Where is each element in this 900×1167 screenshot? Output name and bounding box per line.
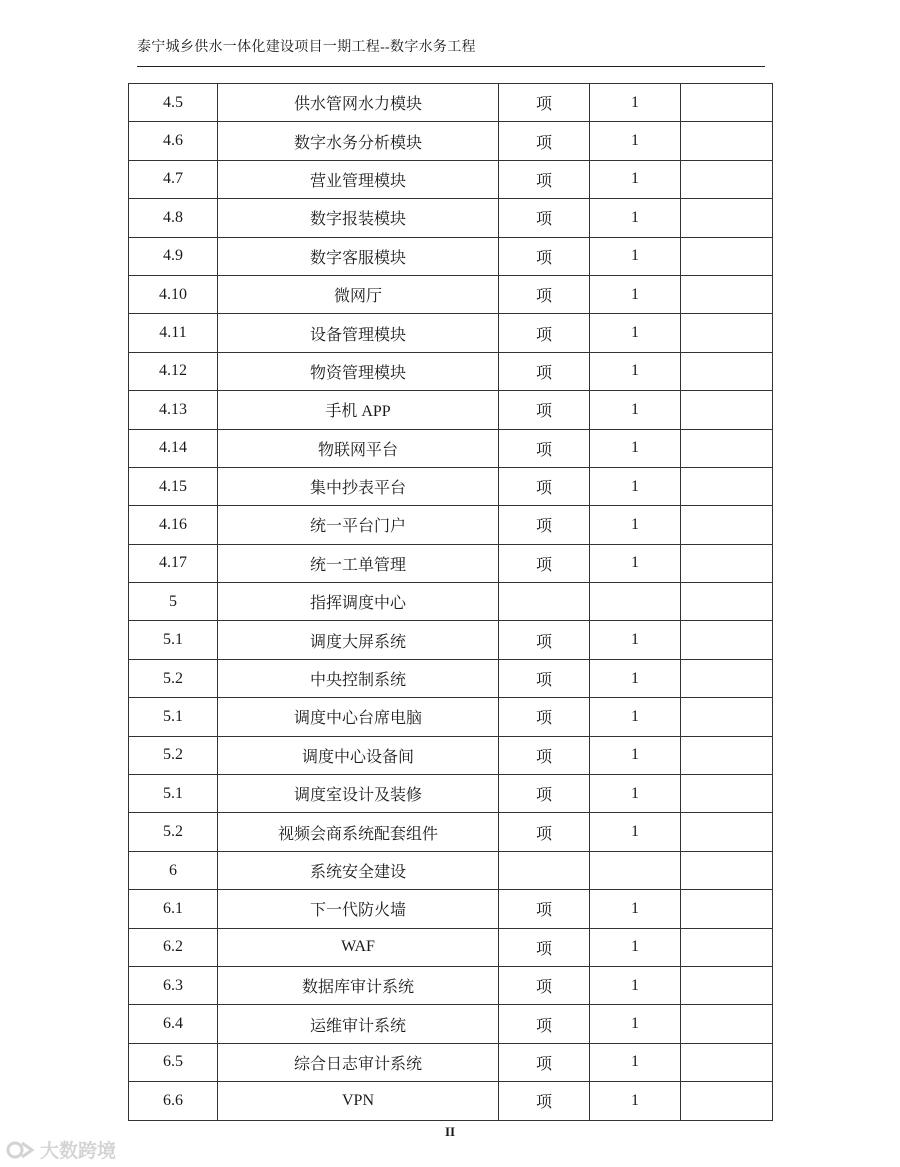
quantity-cell: 1: [590, 659, 681, 697]
item-number-cell: 4.13: [129, 391, 218, 429]
quantity-cell: 1: [590, 1005, 681, 1043]
item-number-cell: 4.16: [129, 506, 218, 544]
item-name-cell: 视频会商系统配套组件: [218, 813, 499, 851]
unit-cell: 项: [499, 659, 590, 697]
unit-cell: 项: [499, 467, 590, 505]
quantity-cell: 1: [590, 775, 681, 813]
table-row: [129, 775, 773, 813]
header-divider: [137, 66, 765, 67]
remark-cell: [681, 1043, 773, 1081]
remark-cell: [681, 506, 773, 544]
item-number-cell: 5.1: [129, 775, 218, 813]
quantity-cell: 1: [590, 621, 681, 659]
item-number-cell: 4.11: [129, 314, 218, 352]
table-row: [129, 544, 773, 582]
item-number-cell: 4.5: [129, 84, 218, 122]
remark-cell: [681, 352, 773, 390]
item-number-cell: 4.10: [129, 275, 218, 313]
item-name-cell: 物联网平台: [218, 429, 499, 467]
unit-cell: 项: [499, 544, 590, 582]
quantity-cell: 1: [590, 506, 681, 544]
table-row: [129, 813, 773, 851]
remark-cell: [681, 736, 773, 774]
remark-cell: [681, 583, 773, 621]
item-name-cell: 调度中心台席电脑: [218, 698, 499, 736]
remark-cell: [681, 122, 773, 160]
table-row: [129, 966, 773, 1004]
brand-logo-icon: [6, 1139, 36, 1161]
table-row: [129, 391, 773, 429]
quantity-cell: [590, 583, 681, 621]
table-row: [129, 851, 773, 889]
item-number-cell: 5.1: [129, 698, 218, 736]
remark-cell: [681, 621, 773, 659]
unit-cell: 项: [499, 429, 590, 467]
item-number-cell: 5.2: [129, 813, 218, 851]
quantity-cell: 1: [590, 122, 681, 160]
table-row: [129, 122, 773, 160]
item-number-cell: 5.2: [129, 659, 218, 697]
quantity-cell: 1: [590, 237, 681, 275]
unit-cell: 项: [499, 928, 590, 966]
item-number-cell: 4.6: [129, 122, 218, 160]
unit-cell: 项: [499, 237, 590, 275]
item-name-cell: 统一平台门户: [218, 506, 499, 544]
table-row: [129, 275, 773, 313]
page-number: II: [444, 1124, 456, 1139]
item-number-cell: 5.2: [129, 736, 218, 774]
item-number-cell: 4.17: [129, 544, 218, 582]
remark-cell: [681, 775, 773, 813]
unit-cell: 项: [499, 352, 590, 390]
remark-cell: [681, 813, 773, 851]
item-number-cell: 6.1: [129, 890, 218, 928]
quantity-cell: 1: [590, 966, 681, 1004]
table-row: [129, 84, 773, 122]
table-row: [129, 928, 773, 966]
quantity-cell: 1: [590, 928, 681, 966]
remark-cell: [681, 160, 773, 198]
quantity-cell: 1: [590, 314, 681, 352]
item-name-cell: 运维审计系统: [218, 1005, 499, 1043]
quantity-cell: 1: [590, 544, 681, 582]
table-row: [129, 237, 773, 275]
remark-cell: [681, 928, 773, 966]
item-number-cell: 6.4: [129, 1005, 218, 1043]
item-number-cell: 4.7: [129, 160, 218, 198]
unit-cell: 项: [499, 1043, 590, 1081]
unit-cell: 项: [499, 966, 590, 1004]
table-body: [129, 84, 773, 1121]
item-number-cell: 4.14: [129, 429, 218, 467]
item-number-cell: 6.3: [129, 966, 218, 1004]
table-row: [129, 160, 773, 198]
item-number-cell: 4.12: [129, 352, 218, 390]
item-number-cell: 6.6: [129, 1082, 218, 1120]
unit-cell: 项: [499, 775, 590, 813]
remark-cell: [681, 429, 773, 467]
item-name-cell: 物资管理模块: [218, 352, 499, 390]
item-name-cell: 数据库审计系统: [218, 966, 499, 1004]
remark-cell: [681, 698, 773, 736]
remark-cell: [681, 84, 773, 122]
unit-cell: 项: [499, 84, 590, 122]
remark-cell: [681, 237, 773, 275]
item-name-cell: 营业管理模块: [218, 160, 499, 198]
quantity-cell: 1: [590, 467, 681, 505]
item-number-cell: 4.8: [129, 199, 218, 237]
table-row: [129, 352, 773, 390]
unit-cell: 项: [499, 199, 590, 237]
item-name-cell: 微网厅: [218, 275, 499, 313]
quantity-cell: 1: [590, 275, 681, 313]
item-name-cell: 综合日志审计系统: [218, 1043, 499, 1081]
table-row: [129, 506, 773, 544]
quantity-cell: 1: [590, 160, 681, 198]
unit-cell: 项: [499, 506, 590, 544]
table-row: [129, 736, 773, 774]
equipment-list-table: [128, 83, 773, 1121]
item-number-cell: 6: [129, 851, 218, 889]
quantity-cell: 1: [590, 199, 681, 237]
item-name-cell: 调度室设计及装修: [218, 775, 499, 813]
unit-cell: 项: [499, 736, 590, 774]
watermark-text: 大数跨境: [40, 1140, 117, 1162]
item-name-cell: VPN: [218, 1082, 499, 1120]
item-number-cell: 6.2: [129, 928, 218, 966]
item-name-cell: 集中抄表平台: [218, 467, 499, 505]
unit-cell: 项: [499, 621, 590, 659]
item-number-cell: 5.1: [129, 621, 218, 659]
remark-cell: [681, 275, 773, 313]
table-row: [129, 314, 773, 352]
table-row: [129, 1082, 773, 1120]
table-row: [129, 621, 773, 659]
unit-cell: 项: [499, 122, 590, 160]
remark-cell: [681, 659, 773, 697]
table-row: [129, 1005, 773, 1043]
watermark: [6, 1136, 116, 1163]
quantity-cell: 1: [590, 429, 681, 467]
unit-cell: 项: [499, 1005, 590, 1043]
quantity-cell: 1: [590, 890, 681, 928]
unit-cell: [499, 851, 590, 889]
unit-cell: 项: [499, 314, 590, 352]
item-name-cell: 数字水务分析模块: [218, 122, 499, 160]
item-name-cell: 统一工单管理: [218, 544, 499, 582]
document-header-title: 泰宁城乡供水一体化建设项目一期工程--数字水务工程: [137, 40, 476, 55]
quantity-cell: 1: [590, 391, 681, 429]
table-row: [129, 583, 773, 621]
item-name-cell: 调度大屏系统: [218, 621, 499, 659]
item-name-cell: 数字报装模块: [218, 199, 499, 237]
unit-cell: 项: [499, 391, 590, 429]
quantity-cell: 1: [590, 698, 681, 736]
unit-cell: 项: [499, 275, 590, 313]
quantity-cell: 1: [590, 352, 681, 390]
table-row: [129, 698, 773, 736]
item-number-cell: 6.5: [129, 1043, 218, 1081]
remark-cell: [681, 391, 773, 429]
item-name-cell: 供水管网水力模块: [218, 84, 499, 122]
quantity-cell: 1: [590, 1043, 681, 1081]
remark-cell: [681, 314, 773, 352]
unit-cell: 项: [499, 1082, 590, 1120]
item-name-cell: 系统安全建设: [218, 851, 499, 889]
unit-cell: [499, 583, 590, 621]
table-row: [129, 659, 773, 697]
table-row: [129, 890, 773, 928]
quantity-cell: 1: [590, 736, 681, 774]
remark-cell: [681, 544, 773, 582]
item-name-cell: 设备管理模块: [218, 314, 499, 352]
unit-cell: 项: [499, 813, 590, 851]
remark-cell: [681, 199, 773, 237]
item-name-cell: 手机 APP: [218, 391, 499, 429]
item-number-cell: 4.9: [129, 237, 218, 275]
remark-cell: [681, 851, 773, 889]
table-row: [129, 429, 773, 467]
item-name-cell: 下一代防火墙: [218, 890, 499, 928]
unit-cell: 项: [499, 160, 590, 198]
item-number-cell: 5: [129, 583, 218, 621]
item-name-cell: WAF: [218, 928, 499, 966]
item-name-cell: 调度中心设备间: [218, 736, 499, 774]
remark-cell: [681, 1082, 773, 1120]
remark-cell: [681, 467, 773, 505]
table-row: [129, 1043, 773, 1081]
item-name-cell: 数字客服模块: [218, 237, 499, 275]
remark-cell: [681, 966, 773, 1004]
item-number-cell: 4.15: [129, 467, 218, 505]
remark-cell: [681, 1005, 773, 1043]
table-row: [129, 467, 773, 505]
quantity-cell: 1: [590, 84, 681, 122]
item-name-cell: 中央控制系统: [218, 659, 499, 697]
quantity-cell: [590, 851, 681, 889]
table-row: [129, 199, 773, 237]
unit-cell: 项: [499, 698, 590, 736]
unit-cell: 项: [499, 890, 590, 928]
item-name-cell: 指挥调度中心: [218, 583, 499, 621]
quantity-cell: 1: [590, 813, 681, 851]
remark-cell: [681, 890, 773, 928]
quantity-cell: 1: [590, 1082, 681, 1120]
